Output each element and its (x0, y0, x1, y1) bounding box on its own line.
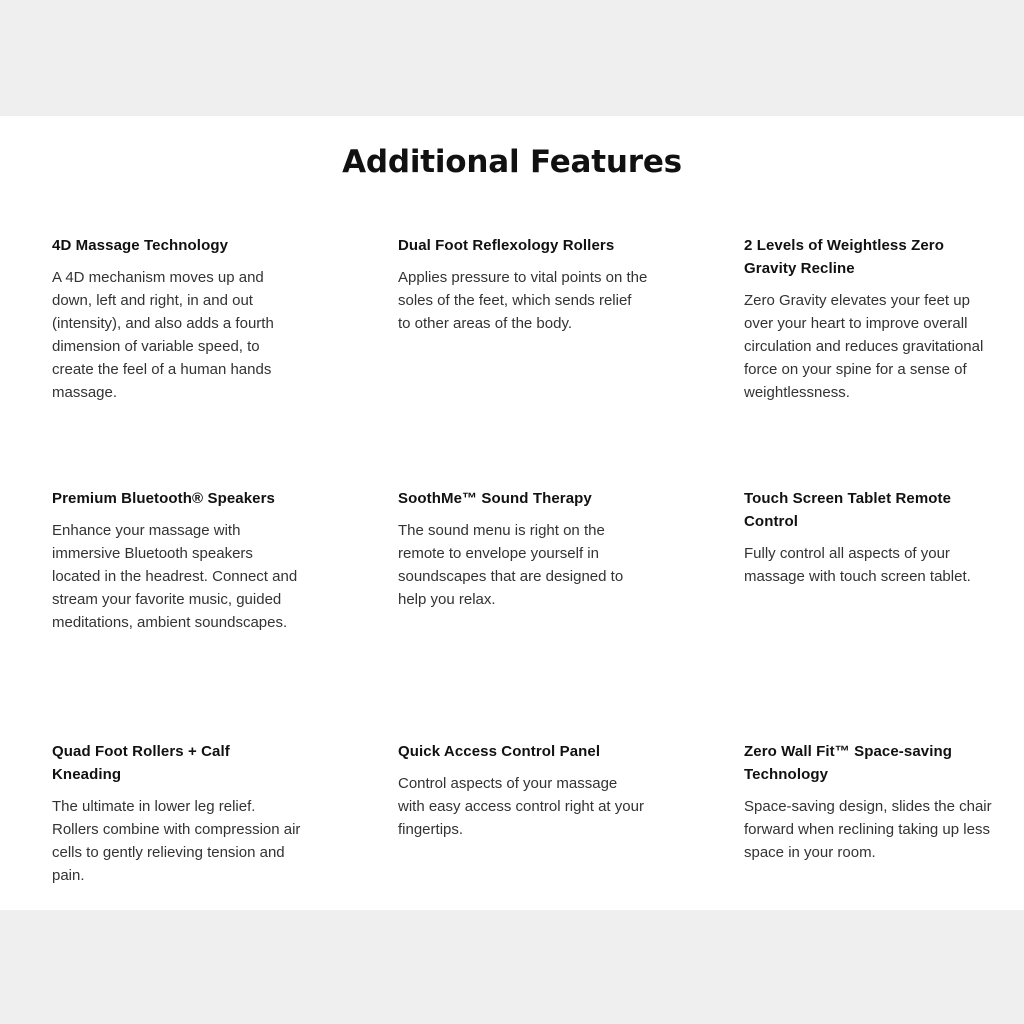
feature-sound-therapy (398, 487, 648, 611)
feature-zero-wall-fit (744, 740, 999, 864)
feature-title: Dual Foot Reflexology Rollers (398, 237, 615, 254)
feature-description: A 4D mechanism moves up and down, left and right, in and out (intensity), and also adds a fourth dimension of variable speed, to create the feel of a human hands massage. (52, 269, 274, 401)
feature-description: Applies pressure to vital points on the soles of the feet, which sends relief to other areas of the body. (398, 269, 648, 332)
feature-title: Zero Wall Fit™ Space-saving Technology (744, 743, 953, 783)
feature-quick-access-panel (398, 740, 648, 841)
feature-description: Control aspects of your massage with easy access control right at your fingertips. (398, 775, 644, 838)
feature-description: Space-saving design, slides the chair forward when reclining taking up less space in your room. (744, 798, 992, 861)
feature-title: Premium Bluetooth® Speakers (52, 490, 275, 507)
page-title: Additional Features (342, 144, 682, 180)
feature-title: Touch Screen Tablet Remote Control (744, 490, 952, 530)
feature-quad-foot-rollers (52, 740, 302, 887)
feature-dual-foot-rollers (398, 234, 648, 335)
feature-description: Zero Gravity elevates your feet up over your heart to improve overall circulation and reduces gravitational force on your spine for a sense of weightlessness. (744, 292, 984, 401)
feature-zero-gravity (744, 234, 994, 404)
feature-title: 2 Levels of Weightless Zero Gravity Recline (744, 237, 944, 277)
feature-title: 4D Massage Technology (52, 237, 229, 254)
feature-description: Fully control all aspects of your massage with touch screen tablet. (744, 545, 971, 585)
feature-bluetooth-speakers (52, 487, 302, 634)
feature-description: Enhance your massage with immersive Bluetooth speakers located in the headrest. Connect and stream your favorite music, guided meditations, ambient soundscapes. (52, 522, 298, 631)
feature-description: The sound menu is right on the remote to envelope yourself in soundscapes that are designed to help you relax. (398, 522, 624, 608)
feature-title: Quad Foot Rollers + Calf Kneading (52, 743, 230, 783)
feature-title: SoothMe™ Sound Therapy (398, 490, 592, 507)
feature-title: Quick Access Control Panel (398, 743, 601, 760)
feature-touch-screen-remote (744, 487, 994, 588)
feature-4d-massage (52, 234, 302, 404)
feature-description: The ultimate in lower leg relief. Rollers combine with compression air cells to gently relieving tension and pain. (52, 798, 301, 884)
